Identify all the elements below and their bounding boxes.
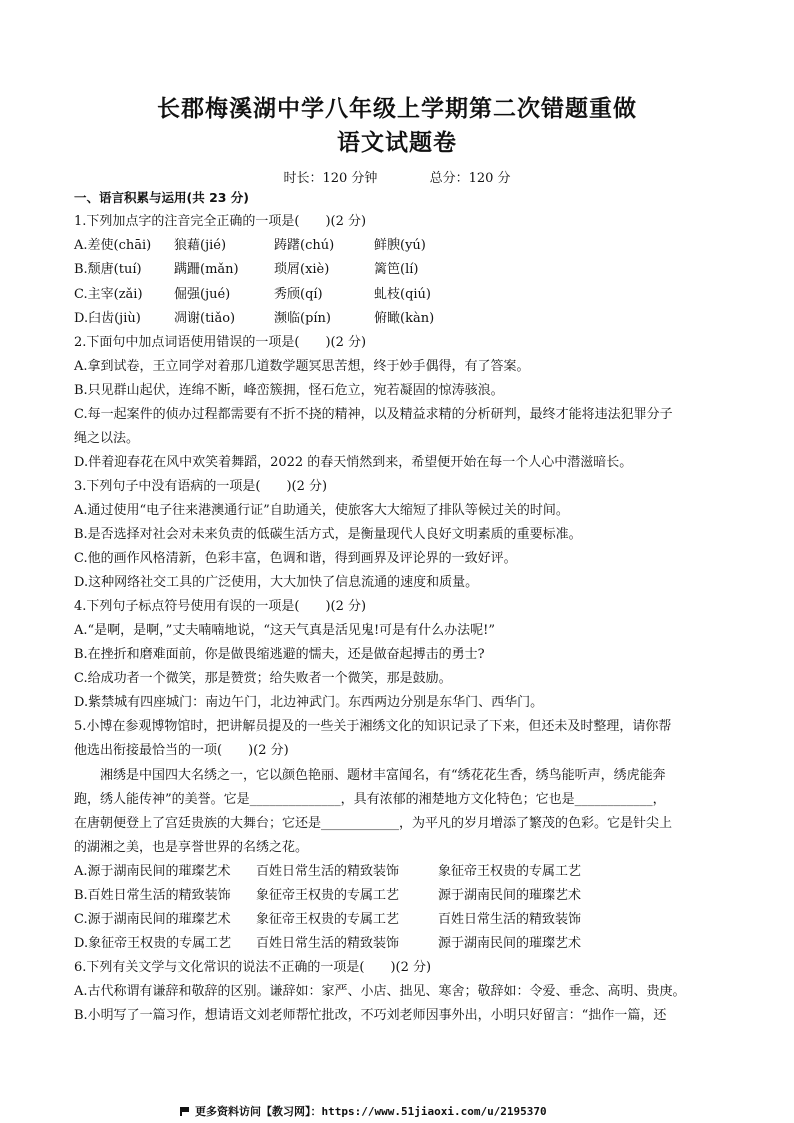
- option-item: 象征帝王权贵的专属工艺: [256, 912, 400, 927]
- question-2-option-c: C.每一起案件的侦办过程都需要有不折不挠的精神，以及精益求精的分析研判，最终才能将违法犯罪分子: [74, 407, 673, 422]
- question-3-option-b: B.是否选择对社会对未来负责的低碳生活方式，是衡量现代人良好文明素质的重要标准。: [74, 527, 582, 542]
- question-1-option-b: [74, 262, 734, 278]
- question-3-option-c: C.他的画作风格清新，色彩丰富，色调和谐，得到画界及评论界的一致好评。: [74, 551, 517, 566]
- option-item: 百姓日常生活的精致装饰: [256, 936, 400, 951]
- question-5-passage-line: 在唐朝便登上了宫廷贵族的大舞台；它还是____________，为平凡的岁月增添了繁茂的色彩。它是针尖上: [74, 816, 673, 831]
- question-5-passage-line: 的湖湘之美，也是享誉世界的名绣之花。: [74, 840, 309, 855]
- question-6-option-a: A.古代称谓有谦辞和敬辞的区别。谦辞如：家严、小店、拙见、寒舍；敬辞如：令爱、垂念、高明、贵庚。: [74, 984, 686, 999]
- question-2-stem: 2.下面句中加点词语使用错误的一项是( )(2 分): [74, 335, 367, 350]
- question-3-option-d: D.这种网络社交工具的广泛使用，大大加快了信息流通的速度和质量。: [74, 575, 479, 590]
- question-2-option-a: A.拿到试卷，王立同学对着那几道数学题冥思苦想，终于妙手偶得，有了答案。: [74, 359, 530, 374]
- option-item: 源于湖南民间的璀璨艺术: [438, 936, 582, 951]
- question-1-option-a: [74, 238, 734, 254]
- question-4-option-d: D.紫禁城有四座城门：南边午门，北边神武门。东西两边分别是东华门、西华门。: [74, 695, 544, 710]
- option-item: 倔强(jué): [174, 287, 231, 302]
- footer-text: 更多资料访问【教习网】：https://www.51jiaoxi.com/u/2195370: [195, 1105, 547, 1118]
- question-1-option-d: [74, 311, 734, 327]
- option-item: 源于湖南民间的璀璨艺术: [438, 888, 582, 903]
- score-text: 总分：120 分: [429, 171, 511, 186]
- flag-icon: [180, 1107, 191, 1116]
- duration-text: 时长：120 分钟: [283, 171, 378, 186]
- question-4-option-c: C.给成功者一个微笑，那是赞赏；给失败者一个微笑，那是鼓励。: [74, 671, 452, 686]
- question-5-stem: 5.小博在参观博物馆时，把讲解员提及的一些关于湘绣文化的知识记录了下来，但还未及时整理，请你帮: [74, 719, 672, 734]
- section-heading: 一、语言积累与运用(共 23 分): [74, 190, 250, 205]
- option-item: 俯瞰(kàn): [374, 311, 435, 326]
- exam-meta: [0, 167, 794, 186]
- question-5-passage-line: 跑，绣人能传神”的美誉。它是______________，具有浓郁的湘楚地方文化特色；它也是____________，: [74, 792, 666, 807]
- option-item: 踌躇(chú): [274, 238, 335, 253]
- question-3-option-a: A.通过使用“电子往来港澳通行证”自助通关，使旅客大大缩短了排队等候过关的时间。: [74, 503, 569, 518]
- page-subtitle: 语文试题卷: [337, 129, 457, 156]
- option-item: A.差使(chāi): [74, 238, 152, 253]
- option-item: 鲜腴(yú): [374, 238, 426, 253]
- footer-link[interactable]: [180, 1103, 547, 1119]
- option-item: 象征帝王权贵的专属工艺: [256, 888, 400, 903]
- question-5-option-a: [74, 864, 734, 880]
- question-5-stem-cont: 他选出衔接最恰当的一项( )(2 分): [74, 743, 289, 758]
- question-5-option-d: [74, 936, 734, 952]
- option-item: B.颓唐(tuí): [74, 262, 142, 277]
- page-title: 长郡梅溪湖中学八年级上学期第二次错题重做: [157, 95, 637, 122]
- question-5-passage-line: 湘绣是中国四大名绣之一，它以颜色艳丽、题材丰富闻名，有“绣花花生香，绣鸟能听声，绣虎能奔: [74, 768, 666, 783]
- option-item: A.源于湖南民间的璀璨艺术: [74, 864, 231, 879]
- option-item: 狼藉(jié): [174, 238, 227, 253]
- question-4-stem: 4.下列句子标点符号使用有误的一项是( )(2 分): [74, 599, 367, 614]
- option-item: 篱笆(lí): [374, 262, 419, 277]
- option-item: D.象征帝王权贵的专属工艺: [74, 936, 232, 951]
- question-1-option-c: [74, 287, 734, 303]
- option-item: 濒临(pín): [274, 311, 331, 326]
- question-4-option-a: A.“是啊，是啊，”丈夫喃喃地说，“这天气真是活见鬼!可是有什么办法呢!”: [74, 623, 496, 638]
- option-item: 虬枝(qiú): [374, 287, 431, 302]
- option-item: 百姓日常生活的精致装饰: [256, 864, 400, 879]
- option-item: 秀颀(qí): [274, 287, 323, 302]
- question-3-stem: 3.下列句子中没有语病的一项是( )(2 分): [74, 479, 328, 494]
- question-2-option-b: B.只见群山起伏，连绵不断，峰峦簇拥，怪石危立，宛若凝固的惊涛骇浪。: [74, 383, 504, 398]
- option-item: D.臼齿(jiù): [74, 311, 141, 326]
- question-4-option-b: B.在挫折和磨难面前，你是做畏缩逃避的懦夫，还是做奋起搏击的勇士?: [74, 647, 485, 662]
- question-5-option-b: [74, 888, 734, 904]
- question-5-option-c: [74, 912, 734, 928]
- option-item: C.源于湖南民间的璀璨艺术: [74, 912, 231, 927]
- option-item: 凋谢(tiǎo): [174, 311, 236, 326]
- option-item: 琐屑(xiè): [274, 262, 330, 277]
- option-item: 象征帝王权贵的专属工艺: [438, 864, 582, 879]
- question-1-stem: 1.下列加点字的注音完全正确的一项是( )(2 分): [74, 214, 367, 229]
- question-6-option-b: B.小明写了一篇习作，想请语文刘老师帮忙批改，不巧刘老师因事外出，小明只好留言：“拙作一篇，还: [74, 1008, 667, 1023]
- option-item: 百姓日常生活的精致装饰: [438, 912, 582, 927]
- question-2-option-c-cont: 绳之以法。: [74, 431, 140, 446]
- option-item: C.主宰(zǎi): [74, 287, 143, 302]
- option-item: 蹒跚(mǎn): [174, 262, 239, 277]
- question-2-option-d: D.伴着迎春花在风中欢笑着舞蹈，2022 的春天悄然到来，希望便开始在每一个人心中潜滋暗长。: [74, 455, 633, 470]
- question-6-stem: 6.下列有关文学与文化常识的说法不正确的一项是( )(2 分): [74, 960, 432, 975]
- option-item: B.百姓日常生活的精致装饰: [74, 888, 231, 903]
